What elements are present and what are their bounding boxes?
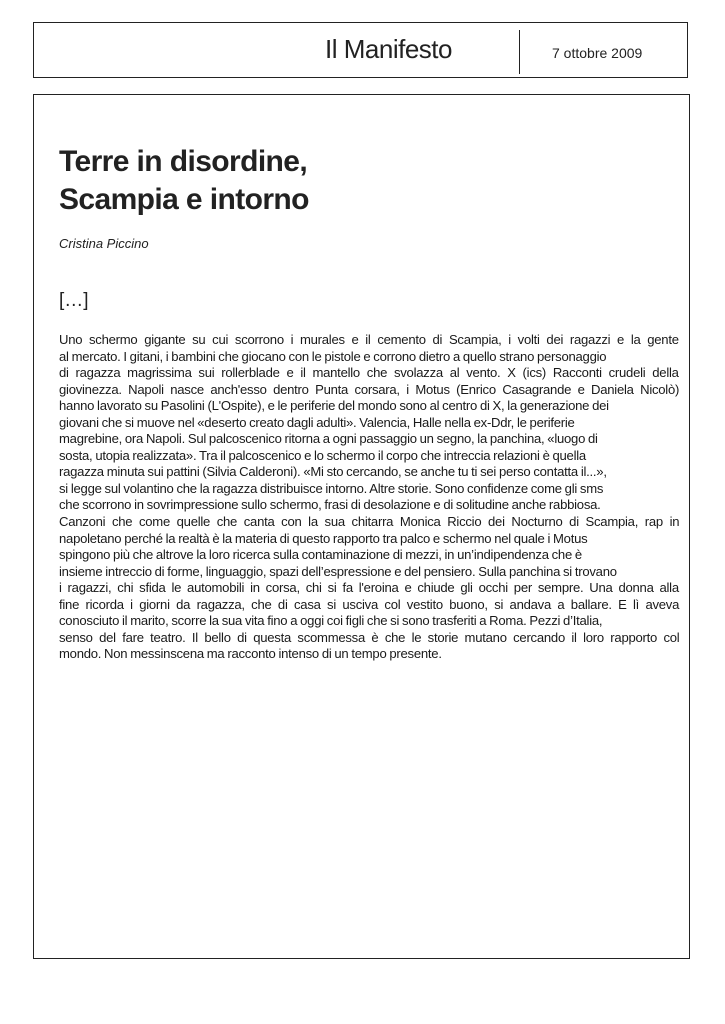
body-line: i ragazzi, chi sfida le automobili in corsa, chi si fa l'eroina e chiude gli occhi per sempre. Una donna alla (59, 580, 679, 596)
article-body (59, 332, 679, 663)
body-line: Uno schermo gigante su cui scorrono i murales e il cemento di Scampia, i volti dei ragazzi e la gente (59, 332, 679, 347)
body-line: si legge sul volantino che la ragazza distribuisce intorno. Altre storie. Sono confidenze come gli sms (59, 480, 604, 496)
article-author: Cristina Piccino (59, 236, 149, 251)
body-line: magrebine, ora Napoli. Sul palcoscenico ritorna a ogni passaggio un segno, la panchina, «luogo di (59, 431, 598, 447)
body-line: mondo. Non messinscena ma racconto intenso di un tempo presente. (59, 646, 442, 662)
body-line: Canzoni che come quelle che canta con la sua chitarra Monica Riccio dei Nocturno di Scampia, rap in (59, 514, 680, 530)
body-line: giovinezza. Napoli nasce anch'esso dentro Punta corsara, i Motus (Enrico Casagrande e Daniela Nicolò) (59, 381, 680, 397)
header-bar (33, 22, 688, 78)
body-line: senso del fare teatro. Il bello di questa scommessa è che le storie mutano cercando il loro rapporto col (59, 629, 680, 645)
article-frame (33, 94, 690, 959)
article-title (59, 143, 309, 219)
body-line: conosciuto il marito, scorre la sua vita fino a oggi coi figli che si sono trasferiti a Roma. Pezzi d’Italia, (59, 613, 603, 629)
body-line: che scorrono in sovrimpressione sullo schermo, frasi di desolazione e di solitudine anche rabbiosa. (59, 497, 601, 513)
body-line: al mercato. I gitani, i bambini che giocano con le pistole e corrono dietro a quello strano personaggio (59, 348, 607, 364)
body-line: sosta, utopia realizzata». Tra il palcoscenico e lo schermo il corpo che intreccia relazioni è quella (59, 447, 586, 463)
body-line: fine ricorda i giorni da ragazza, che di casa si usciva col vestito buono, si andava a ballare. E lì aveva (59, 596, 680, 612)
body-line: napoletano perché la realtà è la materia di questo rapporto tra palco e schermo nel quale i Motus (59, 530, 588, 546)
omission-marker: […] (59, 290, 89, 311)
publication-name: Il Manifesto (325, 34, 452, 64)
body-line: giovani che si muove nel «deserto creato dagli adulti». Valencia, Halle nella ex-Ddr, le periferie (59, 414, 575, 430)
header-divider (519, 30, 520, 74)
body-line: di ragazza magrissima sui rollerblade e il mantello che svolazza al vento. X (ics) Racconti crudeli della (59, 365, 679, 381)
body-line: ragazza minuta sui pattini (Silvia Calderoni). «Mi sto cercando, se anche tu ti sei perso contatta il...», (59, 464, 607, 480)
body-line: hanno lavorato su Pasolini (L'Ospite), e le periferie del mondo sono al centro di X, la generazione dei (59, 398, 609, 414)
body-line: spingono più che altrove la loro ricerca sulla contaminazione di mezzi, in un’indipendenza che è (59, 547, 582, 563)
article-title-line: Terre in disordine, (59, 145, 308, 178)
body-line: insieme intreccio di forme, linguaggio, spazi dell’espressione e del pensiero. Sulla panchina si trovano (59, 563, 617, 579)
article-title-line: Scampia e intorno (59, 183, 309, 216)
publication-date: 7 ottobre 2009 (552, 45, 643, 61)
